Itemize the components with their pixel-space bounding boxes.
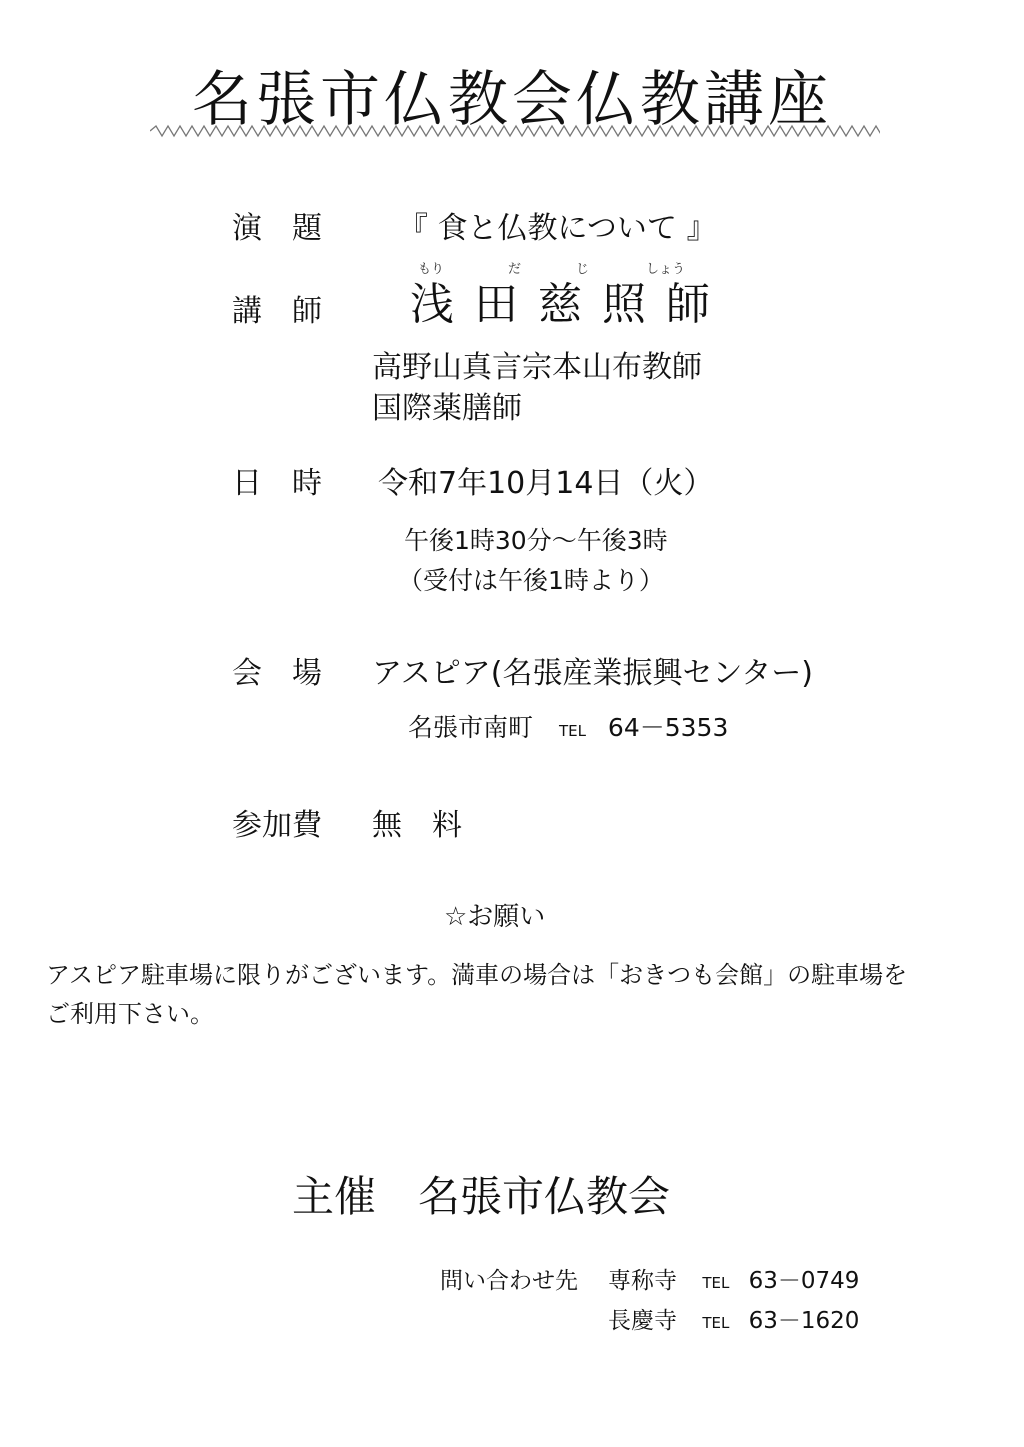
contact-row-2	[608, 1302, 859, 1335]
topic-value: 『 食と仏教について 』	[398, 211, 717, 246]
venue-address-text: 名張市南町	[408, 713, 534, 742]
venue-label: 会 場	[232, 656, 322, 691]
contact-tel-mark-2: TEL	[702, 1314, 730, 1332]
venue-name: アスピア(名張産業振興センター)	[372, 656, 814, 691]
contact-row-1	[608, 1262, 859, 1295]
contact-tel-mark-1: TEL	[702, 1274, 730, 1292]
event-date: 令和7年10月14日（火）	[378, 466, 714, 501]
organizer: 主催 名張市仏教会	[292, 1172, 671, 1221]
page-title: 名張市仏教会仏教講座	[192, 65, 832, 135]
title-wavy-underline	[150, 124, 880, 138]
reception-time: （受付は午後1時より）	[398, 566, 664, 595]
datetime-label: 日 時	[232, 466, 322, 501]
fee-label: 参加費	[232, 808, 322, 843]
request-line-1: アスピア駐車場に限りがございます。満車の場合は「おきつも会館」の駐車場を	[46, 961, 908, 989]
venue-tel: 64－5353	[607, 713, 729, 742]
lecturer-ruby-3: じ	[576, 262, 590, 277]
lecturer-title-1: 高野山真言宗本山布教師	[372, 350, 702, 385]
lecturer-ruby-4: しょう	[646, 262, 686, 277]
contact-temple-1: 専称寺	[608, 1268, 677, 1294]
request-heading: ☆お願い	[444, 902, 546, 932]
lecturer-name: 浅田慈照師	[410, 279, 730, 330]
event-time: 午後1時30分～午後3時	[404, 526, 668, 555]
lecturer-ruby-1: もり	[418, 262, 445, 277]
venue-tel-mark: TEL	[558, 722, 586, 740]
contact-temple-2: 長慶寺	[608, 1308, 677, 1334]
venue-address	[408, 708, 728, 744]
contact-label: 問い合わせ先	[440, 1268, 578, 1294]
request-line-2: ご利用下さい。	[46, 1000, 214, 1028]
contact-tel-2: 63－1620	[748, 1308, 860, 1334]
lecturer-title-2: 国際薬膳師	[372, 391, 522, 426]
contact-tel-1: 63－0749	[748, 1268, 860, 1294]
lecturer-label: 講 師	[232, 294, 322, 329]
fee-value: 無 料	[372, 808, 462, 843]
topic-label: 演 題	[232, 211, 322, 246]
lecturer-ruby-2: だ	[508, 262, 522, 277]
